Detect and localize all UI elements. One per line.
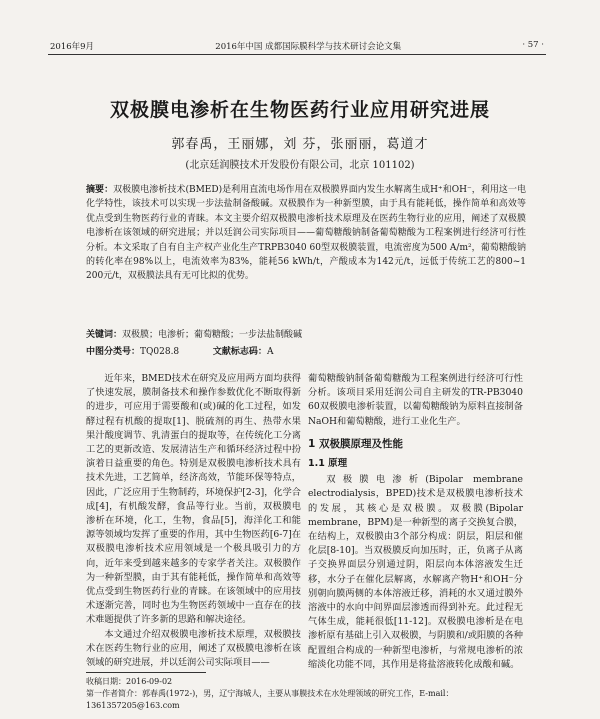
doc-code-label: 文献标志码： xyxy=(212,347,267,357)
received-date: 收稿日期：2016-09-02 xyxy=(86,677,173,686)
keywords-text: 双极膜；电渗析；葡萄糖酸；一步法盐制酸碱 xyxy=(122,330,303,340)
classification-line xyxy=(86,346,526,359)
header-page-number: · 57 · xyxy=(522,40,544,50)
section-heading-1: 1 双极膜原理及性能 xyxy=(308,437,403,450)
author-bio: 第一作者简介：郭春禹(1972-)，男，辽宁海城人，主要从事膜技术在水处理领域的研究工作，E-mail：1361357205@163.com xyxy=(86,689,454,710)
abstract-label: 摘要： xyxy=(86,185,114,195)
author-list: 郭春禹，王丽娜，刘 芬，张丽丽，葛道才 xyxy=(171,137,429,152)
keywords-label: 关键词： xyxy=(86,330,123,340)
header-date: 2016年9月 xyxy=(50,42,95,52)
abstract-text: 双极膜电渗析技术(BMED)是利用直流电场作用在双极膜界面内发生水解离生成H⁺和OH⁻，利用这一电化学特性，该技术可以实现一步法盐制备酸碱。双极膜作为一种新型膜，由于具有能耗低，操作简单和高效等优点受到生物医药行业的青睐。本文主要介绍双极膜电渗析技术原理及在医药生物行业的应用，阐述了双极膜电渗析在该领域的研究进展；并以廷润公司实际项目——葡萄糖酸钠制备葡萄糖酸为工程案例进行经济可行性分析。本文采取了自有自主产权产业化生产TRPB3040 60型双极膜装置，电流密度为500 A/m²，葡萄糖酸钠的转化率在98%以上，电流效率为83%，能耗56 kWh/t，产酸成本为142元/t，远低于传统工艺的800~1 200元/t，双极膜法具有无可比拟的优势。 xyxy=(86,185,526,282)
footnote-rule xyxy=(86,672,206,673)
header-rule xyxy=(48,54,546,55)
intro-paragraph-1: 近年来，BMED技术在研究及应用两方面均获得了快速发展，膜制备技术和操作参数优化不断取得新的进步，可应用于需要酸和(或)碱的化工过程，如发酵过程有机酸的提取[1]、脱硫剂的再生、热带水果果汁酸度调节、乳清蛋白的提取等，在传统化工分离工艺的更新改造、发展清洁生产和循环经济过程中扮演着日益重要的角色。特别是双极膜电渗析技术具有技术先进，工艺简单，经济高效，节能环保等特点，因此，广泛应用于生物制药，环境保护[2-3]，化学合成[4]，有机酸发酵，食品等行业。当前，双极膜电渗析在环境，化工，生物，食品[5]，海洋化工和能源等领域均发挥了重要的作用，其中生物医药[6-7]在双极膜电渗析技术应用领域是一个极具吸引力的方向，近年来受到越来越多的专家学者关注。双极膜作为一种新型膜，由于其有能耗低，操作简单和高效等优点受到生物医药行业的青睐。在该领域中的应用技术逐渐完善，同时也为生物医药领域中一直存在的技术难题提供了许多新的思路和解决途径。 xyxy=(86,373,301,626)
footnote xyxy=(86,676,526,712)
keywords xyxy=(86,329,526,342)
abstract xyxy=(86,183,526,284)
subsection-heading-1-1: 1.1 原理 xyxy=(308,458,348,470)
affiliation: (北京廷润膜技术开发股份有限公司，北京 101102) xyxy=(185,160,415,171)
clc-label: 中图分类号： xyxy=(86,347,141,357)
intro-paragraph-continued: 葡萄糖酸钠制备葡萄糖酸为工程案例进行经济可行性分析。该项目采用廷润公司自主研发的TR-PB3040 60双极膜电渗析装置，以葡萄糖酸钠为原料直接制备NaOH和葡萄糖酸，进行工业化生产。 xyxy=(308,373,523,427)
intro-paragraph-2: 本文通过介绍双极膜电渗析技术原理，双极膜技术在医药生物行业的应用，阐述了双极膜电渗析在该领域的研究进展，并以廷润公司实际项目—— xyxy=(86,628,301,669)
principle-paragraph: 双极膜电渗析(Bipolar membrane electrodialysis，BPED)技术是双极膜电渗析技术的发展，其核心是双极膜。双极膜(Bipolar membrane，BPM)是一种新型的离子交换复合膜，在结构上，双极膜由3个部分构成：阴层，阳层和催化层[8-10]。当双极膜反向加压时，正，负离子从离子交换界面层分别通过阴，阳层向本体溶液发生迁移，水分子在催化层解离，水解离产物H⁺和OH⁻分别朝向膜两侧的本体溶液迁移，消耗的水又通过膜外溶液中的水向中间界面层渗透而得到补充。此过程无气体生成，能耗很低[11-12]。双极膜电渗析是在电渗析原有基础上引入双极膜，与阴膜和/或阳膜的各种配置组合构成的一种新型电渗析，与常规电渗析的浓缩淡化功能不同，其作用是将盐溶液转化成酸和碱。 xyxy=(308,474,523,670)
doc-code-value: A xyxy=(266,347,274,357)
running-header xyxy=(50,40,544,52)
body-column-left xyxy=(86,372,301,670)
body-column-right xyxy=(308,372,523,672)
header-proceedings: 2016年中国 成都国际膜科学与技术研讨会论文集 xyxy=(215,42,402,52)
clc-value: TQ028.8 xyxy=(140,347,180,357)
paper-title: 双极膜电渗析在生物医药行业应用研究进展 xyxy=(109,99,490,121)
